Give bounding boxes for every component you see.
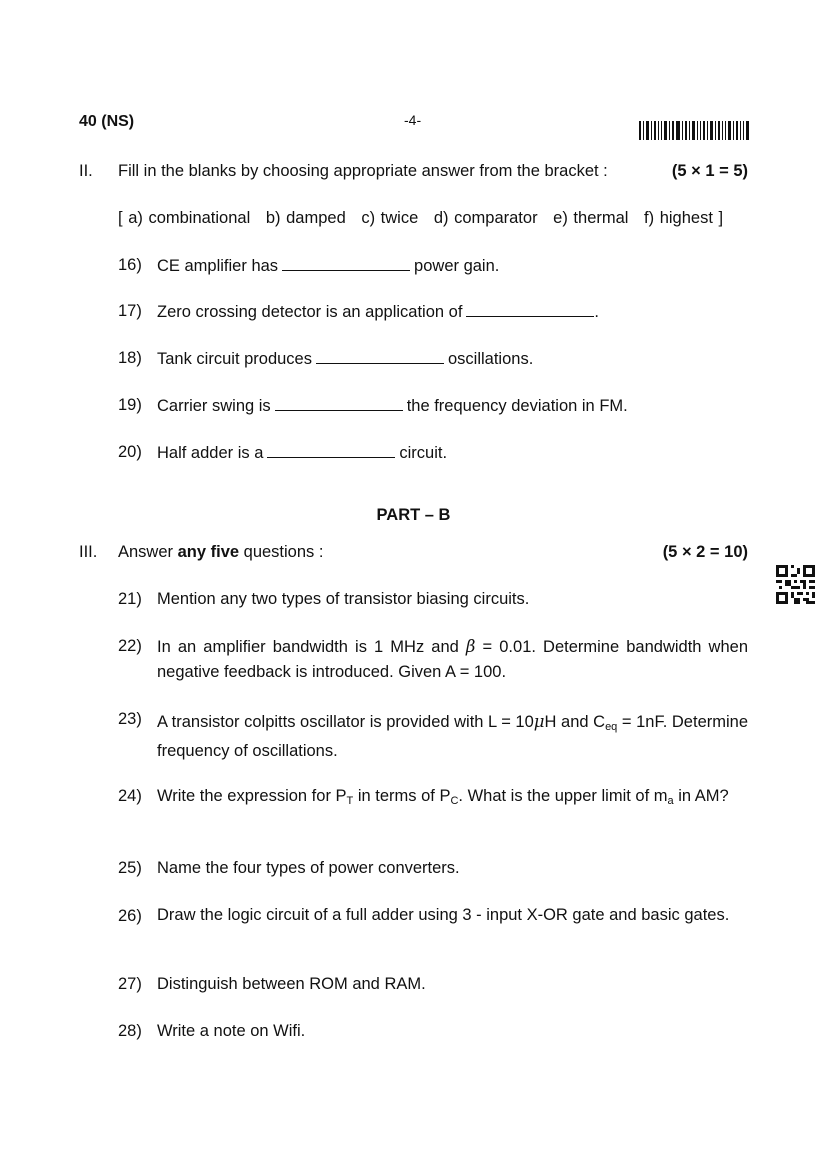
question-16-after: power gain.	[414, 257, 500, 275]
question-16-blank	[282, 255, 410, 271]
question-23-text-b: H and C	[544, 713, 606, 731]
part-b-title: PART – B	[376, 506, 451, 524]
question-24-sub-a: a	[667, 795, 674, 807]
question-18-number: 18)	[118, 349, 142, 367]
option-f: f) highest	[644, 209, 713, 227]
page-number: -4-	[404, 112, 422, 128]
options-open-bracket: [	[118, 209, 123, 227]
question-24-number: 24)	[118, 787, 142, 805]
question-18-before: Tank circuit produces	[157, 350, 312, 368]
question-24-text-a: Write the expression for P	[157, 787, 347, 805]
question-22-number: 22)	[118, 637, 142, 655]
question-20-before: Half adder is a	[157, 444, 264, 462]
question-24-text-d: in AM?	[673, 787, 729, 805]
question-27: Distinguish between ROM and RAM.	[157, 975, 426, 993]
section-3-instruction-bold: any five	[177, 543, 240, 561]
question-23	[157, 707, 748, 766]
question-20	[157, 442, 447, 463]
answer-options	[118, 208, 723, 228]
section-3-instruction-pre: Answer	[118, 543, 178, 561]
question-25: Name the four types of power converters.	[157, 859, 460, 877]
question-22-text-a: In an amplifier bandwidth is 1 MHz and	[157, 638, 466, 656]
question-27-number: 27)	[118, 975, 142, 993]
option-e: e) thermal	[553, 209, 629, 227]
question-24-text-c: . What is the upper limit of m	[458, 787, 668, 805]
question-23-sub-eq: eq	[605, 721, 618, 733]
question-28-number: 28)	[118, 1022, 142, 1040]
section-3-instruction-post: questions :	[239, 543, 324, 561]
question-17-number: 17)	[118, 302, 142, 320]
question-18-after: oscillations.	[448, 350, 534, 368]
section-2-instruction: Fill in the blanks by choosing appropriate answer from the bracket :	[118, 162, 608, 180]
question-19-before: Carrier swing is	[157, 397, 271, 415]
question-24	[157, 784, 748, 809]
question-16-before: CE amplifier has	[157, 257, 279, 275]
section-2-marks: (5 × 1 = 5)	[671, 162, 748, 180]
question-21: Mention any two types of transistor biasing circuits.	[157, 590, 530, 608]
section-3-instruction	[118, 542, 323, 562]
question-28: Write a note on Wifi.	[157, 1022, 306, 1040]
section-2-number: II.	[79, 162, 93, 180]
question-20-blank	[267, 442, 395, 458]
question-23-text-c: = 1nF. Determine frequency of oscillations.	[157, 713, 749, 760]
options-close-bracket: ]	[718, 209, 724, 227]
question-17-before: Zero crossing detector is an application of	[157, 303, 463, 321]
question-25-number: 25)	[118, 859, 142, 877]
section-3-number: III.	[79, 543, 98, 561]
question-21-number: 21)	[118, 590, 142, 608]
mu-symbol: μ	[533, 712, 545, 731]
question-18-blank	[316, 348, 444, 364]
question-16-number: 16)	[118, 256, 142, 274]
section-3-marks: (5 × 2 = 10)	[662, 543, 748, 561]
question-20-number: 20)	[118, 443, 142, 461]
qr-code-icon	[776, 565, 815, 604]
question-19-blank	[275, 395, 403, 411]
option-a: a) combinational	[128, 209, 251, 227]
barcode-icon	[639, 121, 749, 140]
beta-symbol: β	[465, 637, 476, 656]
question-19-number: 19)	[118, 396, 142, 414]
question-18	[157, 348, 533, 369]
question-23-text-a: A transistor colpitts oscillator is provided with L = 10	[157, 713, 534, 731]
question-22	[157, 634, 748, 685]
question-24-sub-c: C	[450, 795, 459, 807]
question-17-after: .	[594, 303, 600, 321]
question-17-blank	[466, 301, 594, 317]
question-17	[157, 301, 599, 322]
question-16	[157, 255, 499, 276]
question-19-after: the frequency deviation in FM.	[406, 397, 628, 415]
question-26-number: 26)	[118, 907, 142, 925]
question-22-text-b: = 0.01. Determine bandwidth when negative feedback is introduced. Given A = 100.	[157, 638, 748, 681]
option-d: d) comparator	[433, 209, 538, 227]
option-c: c) twice	[361, 209, 419, 227]
question-24-sub-t: T	[346, 795, 354, 807]
question-23-number: 23)	[118, 710, 142, 728]
question-19	[157, 395, 628, 416]
question-24-text-b: in terms of P	[353, 787, 451, 805]
paper-code: 40 (NS)	[79, 113, 135, 130]
option-b: b) damped	[265, 209, 346, 227]
question-26: Draw the logic circuit of a full adder using 3 - input X-OR gate and basic gates.	[157, 906, 730, 924]
question-20-after: circuit.	[399, 444, 448, 462]
